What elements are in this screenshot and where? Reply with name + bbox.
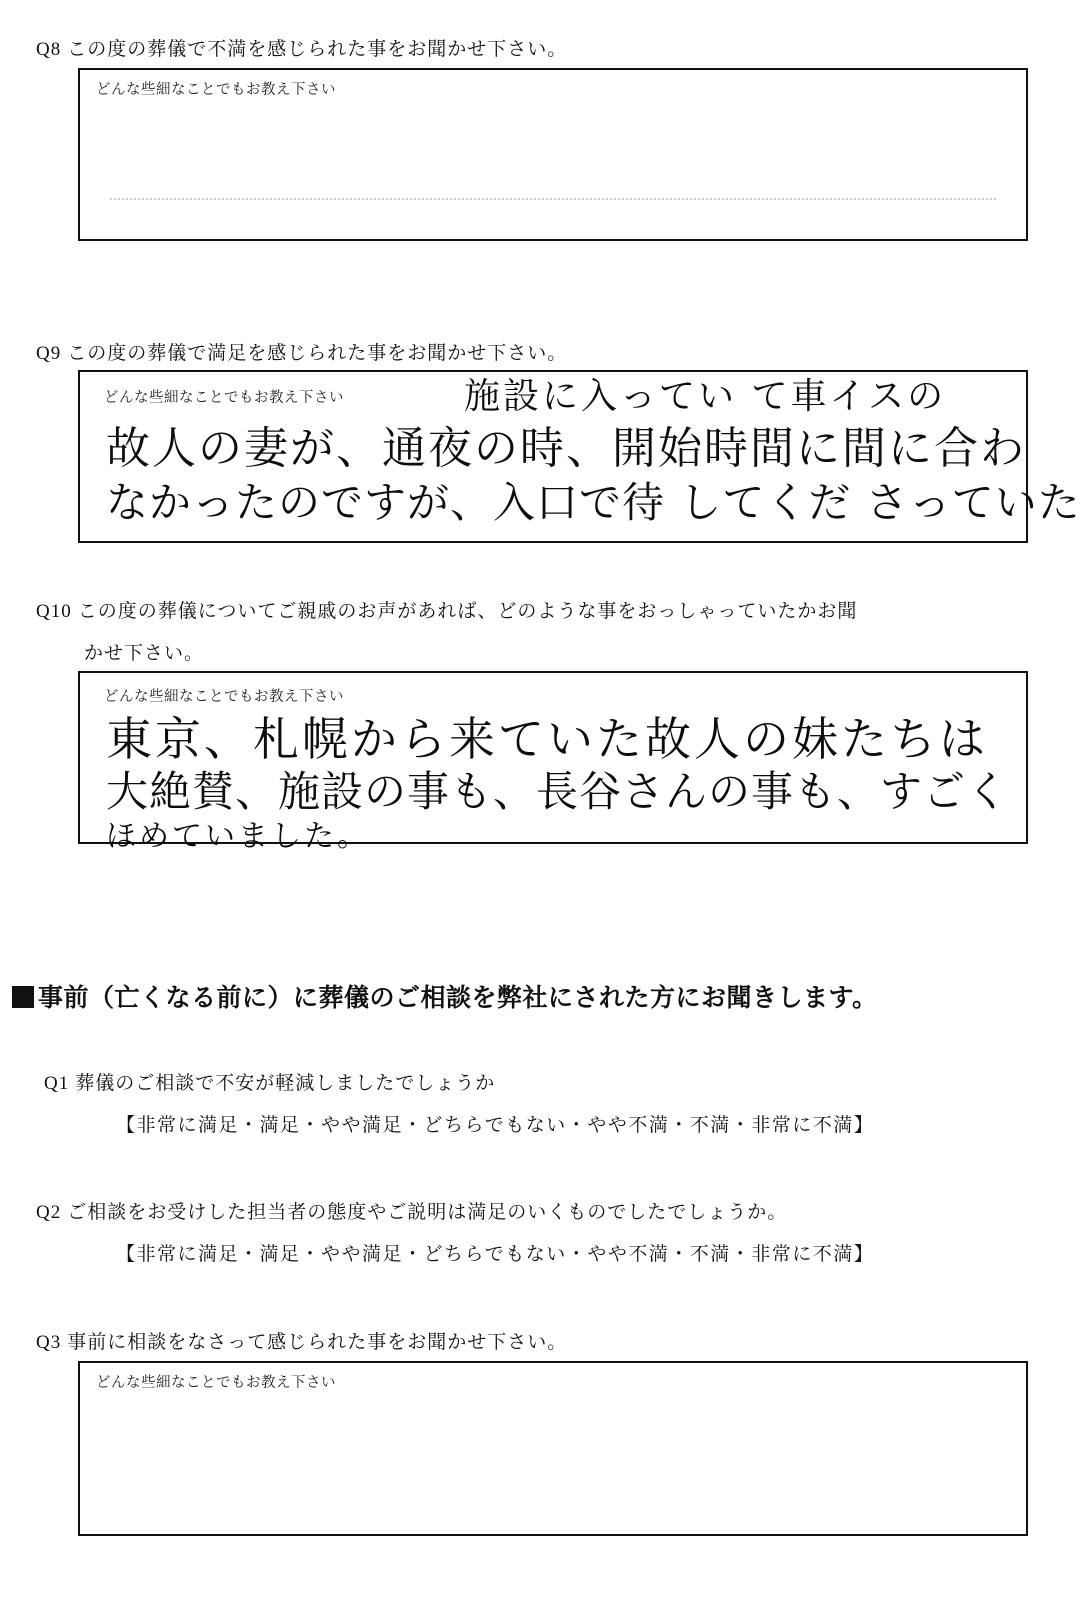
pre-q3-hint: どんな些細なことでもお教え下さい [96,1375,336,1391]
q9-answer-line-2: 故人の妻が、通夜の時、開始時間に間に合わ [106,423,1026,474]
section-title [12,978,878,1014]
q9-answer-box[interactable] [78,370,1081,543]
q10-number: Q10 [36,601,72,622]
q8-faint-dots [110,198,996,200]
pre-q1-scale[interactable]: 【非常に満足・満足・やや満足・どちらでもない・やや不満・不満・非常に不満】 [116,1114,875,1136]
q10-question-cont: かせ下さい。 [84,642,205,664]
section-title-text: 事前（亡くなる前に）に葬儀のご相談を弊社にされた方にお聞きします。 [38,983,878,1012]
q9-number: Q9 [36,343,62,364]
q9-answer-line-3: なかったのですが、入口で待 してくだ さっていた [106,478,1081,527]
q10-text: この度の葬儀についてご親戚のお声があれば、どのような事をおっしゃっていたかお聞 [77,600,858,622]
pre-q3-text: 事前に相談をなさって感じられた事をお聞かせ下さい。 [67,1331,568,1353]
q10-answer-line-2: 大絶賛、施設の事も、長谷さんの事も、すごく [106,767,1010,816]
q10-answer-box[interactable] [78,671,1028,854]
q10-question [36,596,857,623]
pre-q2-text: ご相談をお受けした担当者の態度やご説明は満足のいくものでしたでしょうか。 [67,1201,788,1223]
q10-answer-line-1: 東京、札幌から来ていた故人の妹たちは [106,712,988,766]
q8-hint: どんな些細なことでもお教え下さい [96,82,336,98]
pre-q1-number: Q1 [44,1073,70,1094]
pre-q3-number: Q3 [36,1332,62,1353]
pre-q2-number: Q2 [36,1202,62,1223]
pre-q2-question [36,1197,787,1224]
q8-number: Q8 [36,39,62,60]
q9-answer-line-1: 施設に入ってい て車イスの [464,376,947,417]
pre-q3-answer-box[interactable] [78,1361,1028,1536]
q10-answer-line-3: ほめていました。 [106,819,370,854]
q9-hint: どんな些細なことでもお教え下さい [104,390,344,406]
pre-q3-question [36,1327,567,1354]
q8-text: この度の葬儀で不満を感じられた事をお聞かせ下さい。 [67,38,568,60]
pre-q1-question [44,1068,495,1095]
q9-text: この度の葬儀で満足を感じられた事をお聞かせ下さい。 [67,342,568,364]
q10-hint: どんな些細なことでもお教え下さい [104,689,344,705]
q9-question [36,338,567,365]
q8-answer-box[interactable] [78,68,1028,241]
square-bullet-icon [12,986,34,1008]
pre-q2-scale[interactable]: 【非常に満足・満足・やや満足・どちらでもない・やや不満・不満・非常に不満】 [116,1243,875,1265]
pre-q1-text: 葬儀のご相談で不安が軽減しましたでしょうか [75,1072,496,1094]
q8-question [36,34,567,61]
